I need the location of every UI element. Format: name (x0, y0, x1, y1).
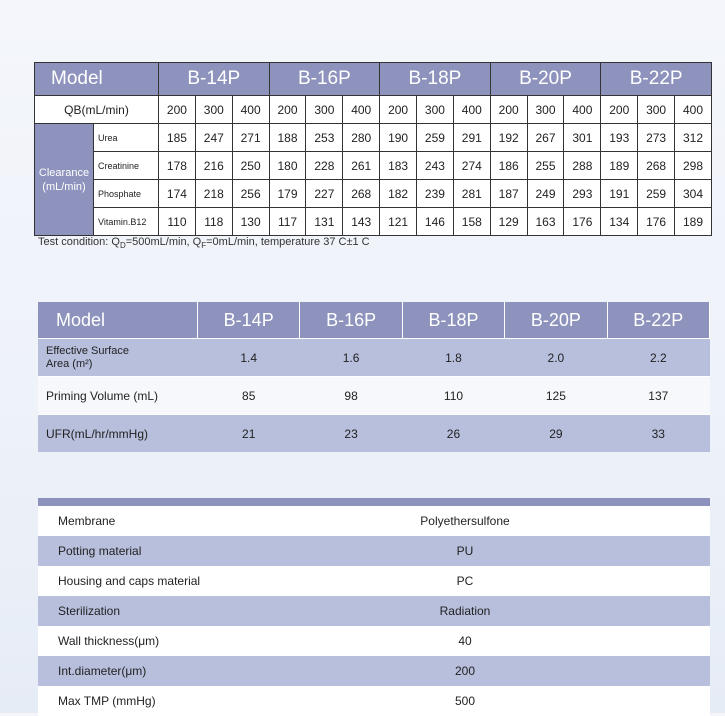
model-header: Model (38, 302, 198, 339)
model-b20p-header: B-20P (505, 302, 607, 339)
material-label: Max TMP (mmHg) (38, 686, 359, 716)
clearance-value: 218 (195, 180, 232, 208)
qf-subscript: F (201, 241, 207, 251)
qb-value: 400 (343, 96, 380, 124)
clearance-value: 293 (564, 180, 601, 208)
spec-value: 85 (198, 377, 300, 415)
clearance-value: 273 (638, 124, 675, 152)
clearance-value: 288 (564, 152, 601, 180)
clearance-value: 189 (675, 208, 712, 236)
qb-value: 300 (306, 96, 343, 124)
spec-label: UFR(mL/hr/mmHg) (38, 415, 198, 453)
material-value: PU (359, 536, 710, 566)
clearance-value: 176 (564, 208, 601, 236)
material-label: Housing and caps material (38, 566, 359, 596)
model-b22p-header: B-22P (601, 63, 712, 96)
clearance-value: 146 (417, 208, 454, 236)
material-value: 200 (359, 656, 710, 686)
model-b14p-header: B-14P (198, 302, 300, 339)
model-b18p-header: B-18P (402, 302, 504, 339)
solute-name: Phosphate (94, 180, 159, 208)
clearance-value: 259 (638, 180, 675, 208)
table-row (38, 686, 710, 716)
model-b22p-header: B-22P (607, 302, 709, 339)
material-label: Sterilization (38, 596, 359, 626)
clearance-value: 191 (601, 180, 638, 208)
spec-value: 21 (198, 415, 300, 453)
material-value: 500 (359, 686, 710, 716)
model-b14p-header: B-14P (159, 63, 270, 96)
clearance-value: 267 (527, 124, 564, 152)
material-table (38, 498, 710, 716)
clearance-value: 259 (417, 124, 454, 152)
spec-header-row (38, 302, 710, 339)
clearance-value: 216 (195, 152, 232, 180)
clearance-value: 304 (675, 180, 712, 208)
qd-subscript: D (119, 241, 126, 251)
material-label: Potting material (38, 536, 359, 566)
clearance-value: 110 (159, 208, 196, 236)
clearance-value: 121 (380, 208, 417, 236)
clearance-value: 301 (564, 124, 601, 152)
clearance-value: 163 (527, 208, 564, 236)
qb-value: 400 (675, 96, 712, 124)
model-b18p-header: B-18P (380, 63, 491, 96)
qb-value: 300 (417, 96, 454, 124)
clearance-label-line2: (mL/min) (42, 180, 86, 193)
table-row (38, 626, 710, 656)
qb-value: 400 (564, 96, 601, 124)
material-value: 40 (359, 626, 710, 656)
clearance-value: 183 (380, 152, 417, 180)
clearance-value: 189 (601, 152, 638, 180)
clearance-value: 271 (232, 124, 269, 152)
clearance-value: 281 (453, 180, 490, 208)
clearance-value: 118 (195, 208, 232, 236)
clearance-value: 280 (343, 124, 380, 152)
spec-value: 98 (300, 377, 402, 415)
test-condition-mid1: =500mL/min, Q (125, 236, 202, 248)
spec-value: 1.4 (198, 339, 300, 377)
spec-value: 33 (607, 415, 709, 453)
clearance-value: 261 (343, 152, 380, 180)
spec-label-line2: Area (m²) (46, 357, 93, 370)
clearance-value: 117 (269, 208, 306, 236)
clearance-value: 192 (490, 124, 527, 152)
table-row (38, 377, 710, 415)
clearance-value: 187 (490, 180, 527, 208)
table-row (38, 536, 710, 566)
qb-value: 200 (601, 96, 638, 124)
clearance-value: 180 (269, 152, 306, 180)
clearance-value: 243 (417, 152, 454, 180)
spec-table (38, 302, 710, 452)
clearance-value: 227 (306, 180, 343, 208)
table-row (35, 180, 712, 208)
clearance-value: 186 (490, 152, 527, 180)
clearance-label (35, 124, 94, 236)
table-row (38, 506, 710, 536)
spec-value: 1.6 (300, 339, 402, 377)
table-row (35, 152, 712, 180)
clearance-value: 291 (453, 124, 490, 152)
material-header-bar (38, 498, 710, 506)
clearance-value: 158 (453, 208, 490, 236)
table-row (35, 208, 712, 236)
model-header: Model (35, 63, 159, 96)
table-row (38, 596, 710, 626)
clearance-value: 249 (527, 180, 564, 208)
spec-value: 137 (607, 377, 709, 415)
clearance-value: 228 (306, 152, 343, 180)
test-condition-mid2: =0mL/min, temperature 37 C±1 C (206, 236, 370, 248)
clearance-value: 255 (527, 152, 564, 180)
spec-value: 110 (402, 377, 504, 415)
material-value: Polyethersulfone (359, 506, 710, 536)
clearance-value: 188 (269, 124, 306, 152)
spec-label: Priming Volume (mL) (38, 377, 198, 415)
qb-value: 200 (490, 96, 527, 124)
spec-value: 125 (505, 377, 607, 415)
clearance-value: 268 (638, 152, 675, 180)
clearance-value: 185 (159, 124, 196, 152)
spec-value: 23 (300, 415, 402, 453)
material-label: Wall thickness(μm) (38, 626, 359, 656)
clearance-header-row (35, 63, 712, 96)
solute-name: Urea (94, 124, 159, 152)
spec-value: 29 (505, 415, 607, 453)
clearance-value: 130 (232, 208, 269, 236)
spec-value: 1.8 (402, 339, 504, 377)
material-label: Membrane (38, 506, 359, 536)
clearance-value: 131 (306, 208, 343, 236)
clearance-value: 274 (453, 152, 490, 180)
clearance-value: 193 (601, 124, 638, 152)
clearance-value: 190 (380, 124, 417, 152)
material-value: Radiation (359, 596, 710, 626)
qb-value: 300 (527, 96, 564, 124)
spec-label-line1: Effective Surface (46, 344, 129, 357)
spec-value: 26 (402, 415, 504, 453)
table-row (38, 339, 710, 377)
table-row (38, 566, 710, 596)
qb-value: 200 (380, 96, 417, 124)
clearance-value: 129 (490, 208, 527, 236)
qb-value: 300 (195, 96, 232, 124)
clearance-table (34, 62, 712, 236)
solute-name: Creatinine (94, 152, 159, 180)
qb-row (35, 96, 712, 124)
clearance-value: 143 (343, 208, 380, 236)
material-value: PC (359, 566, 710, 596)
spec-value: 2.0 (505, 339, 607, 377)
clearance-label-line1: Clearance (38, 166, 90, 179)
qb-value: 200 (269, 96, 306, 124)
clearance-value: 182 (380, 180, 417, 208)
qb-value: 400 (453, 96, 490, 124)
clearance-value: 176 (638, 208, 675, 236)
model-b20p-header: B-20P (490, 63, 601, 96)
test-condition (38, 236, 370, 250)
table-row (38, 415, 710, 453)
clearance-value: 239 (417, 180, 454, 208)
qb-value: 200 (159, 96, 196, 124)
test-condition-prefix: Test condition: Q (38, 236, 120, 248)
clearance-value: 134 (601, 208, 638, 236)
clearance-value: 179 (269, 180, 306, 208)
clearance-value: 312 (675, 124, 712, 152)
clearance-value: 178 (159, 152, 196, 180)
clearance-value: 247 (195, 124, 232, 152)
model-b16p-header: B-16P (269, 63, 380, 96)
clearance-value: 253 (306, 124, 343, 152)
clearance-value: 298 (675, 152, 712, 180)
spec-value: 2.2 (607, 339, 709, 377)
clearance-value: 174 (159, 180, 196, 208)
qb-value: 400 (232, 96, 269, 124)
clearance-value: 256 (232, 180, 269, 208)
table-row (35, 124, 712, 152)
clearance-value: 250 (232, 152, 269, 180)
qb-value: 300 (638, 96, 675, 124)
clearance-value: 268 (343, 180, 380, 208)
spec-label (38, 339, 198, 377)
model-b16p-header: B-16P (300, 302, 402, 339)
table-row (38, 656, 710, 686)
solute-name: Vitamin.B12 (94, 208, 159, 236)
material-label: Int.diameter(μm) (38, 656, 359, 686)
qb-label: QB(mL/min) (35, 96, 159, 124)
